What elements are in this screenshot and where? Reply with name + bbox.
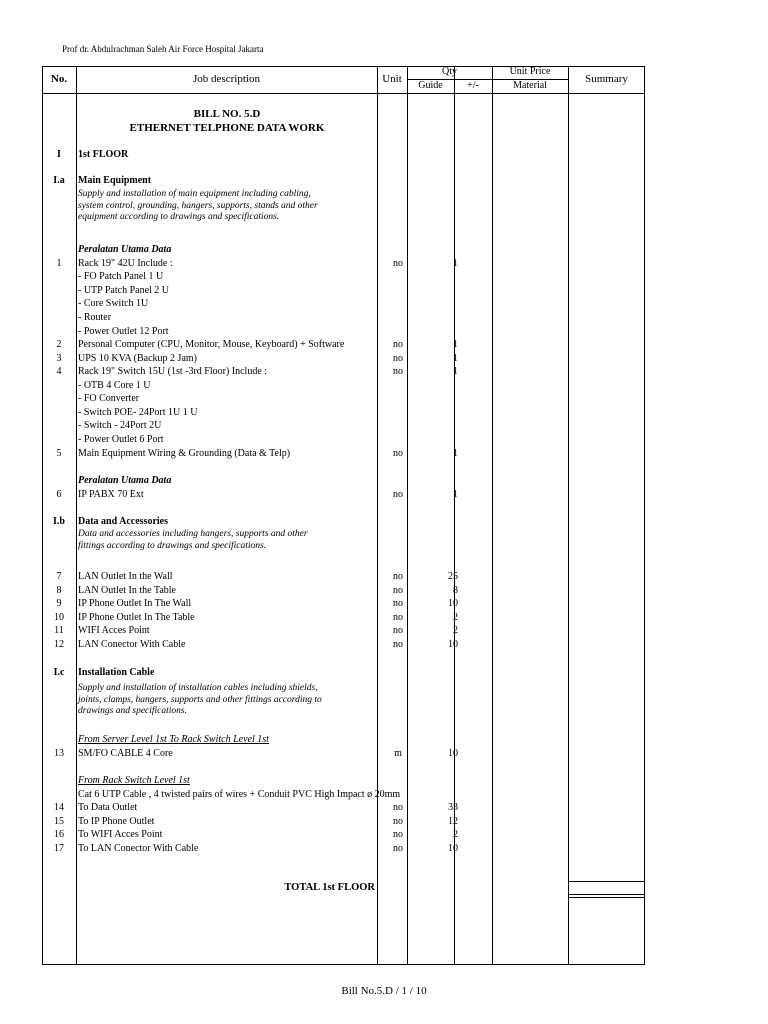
row-number: I.a (53, 175, 65, 186)
row-description: - OTB 4 Core 1 U (78, 380, 151, 391)
row-description: - Core Switch 1U (78, 298, 149, 309)
row-qty-guide: 1 (453, 258, 458, 269)
row-unit: no (393, 339, 403, 350)
table-row (42, 433, 645, 446)
row-number: 17 (54, 843, 64, 854)
note-line: Supply and installation of main equipment including cabling, (78, 189, 311, 199)
note-data-accessories (78, 529, 378, 552)
row-description: From Rack Switch Level 1st (78, 775, 190, 786)
row-qty-guide: 1 (453, 489, 458, 500)
row-description: Main Equipment (78, 175, 152, 186)
row-qty-guide: 25 (448, 571, 458, 582)
col-header-unit-price: Unit Price (509, 66, 551, 77)
bill-title: ETHERNET TELPHONE DATA WORK (129, 122, 325, 134)
row-number: 3 (56, 353, 62, 364)
row-description: - Power Outlet 6 Port (78, 434, 164, 445)
row-description: Installation Cable (78, 667, 155, 678)
row-qty-guide: 1 (453, 353, 458, 364)
row-description: To Data Outlet (78, 802, 138, 813)
col-header-unit: Unit (382, 73, 402, 85)
table-row (42, 815, 645, 828)
row-qty-guide: 1 (453, 366, 458, 377)
row-description: WIFI Acces Point (78, 625, 150, 636)
row-description: - Switch POE- 24Port 1U 1 U (78, 407, 198, 418)
header-bottom-line (42, 93, 645, 94)
row-unit: no (393, 353, 403, 364)
table-row (42, 270, 645, 283)
row-unit: no (393, 258, 403, 269)
table-row (42, 392, 645, 405)
total-label: TOTAL 1st FLOOR (284, 882, 375, 893)
row-number: 5 (56, 448, 62, 459)
row-description: From Server Level 1st To Rack Switch Level 1st (78, 734, 269, 745)
row-description: - Power Outlet 12 Port (78, 326, 169, 337)
row-description: Rack 19" 42U Include : (78, 258, 173, 269)
row-unit: no (393, 571, 403, 582)
row-qty-guide: 2 (453, 612, 458, 623)
note-line: Data and accessories including hangers, supports and other (78, 529, 308, 539)
table-row (42, 788, 645, 801)
row-qty-guide: 33 (448, 802, 458, 813)
row-number: 4 (56, 366, 62, 377)
row-number: 2 (56, 339, 62, 350)
row-number: 9 (56, 598, 62, 609)
row-number: 16 (54, 829, 64, 840)
row-qty-guide: 10 (448, 748, 458, 759)
table-row (42, 338, 645, 351)
row-number: 11 (54, 625, 64, 636)
bill-number: BILL NO. 5.D (193, 108, 261, 120)
note-installation-cable (78, 683, 378, 718)
table-row (42, 624, 645, 637)
table-row (42, 733, 645, 746)
row-description: To IP Phone Outlet (78, 816, 155, 827)
row-qty-guide: 8 (453, 585, 458, 596)
row-description: - FO Converter (78, 393, 140, 404)
note-line: Supply and installation of installation cables including shields, (78, 683, 318, 693)
table-row (42, 352, 645, 365)
table-row (42, 515, 645, 528)
table-row (42, 597, 645, 610)
row-description: LAN Outlet In the Table (78, 585, 176, 596)
row-number: 13 (54, 748, 64, 759)
row-qty-guide: 1 (453, 339, 458, 350)
note-line: fittings according to drawings and specifications. (78, 540, 267, 551)
table-row (42, 570, 645, 583)
row-unit: no (393, 639, 403, 650)
row-qty-guide: 12 (448, 816, 458, 827)
row-unit: m (394, 748, 402, 759)
row-unit: no (393, 598, 403, 609)
row-unit: no (393, 366, 403, 377)
col-header-summary: Summary (585, 73, 628, 85)
table-row (42, 365, 645, 378)
row-number: 14 (54, 802, 64, 813)
table-row (42, 297, 645, 310)
row-description: IP Phone Outlet In The Table (78, 612, 195, 623)
row-description: To WIFI Acces Point (78, 829, 163, 840)
summary-total-line-bottom (569, 897, 645, 898)
table-row (42, 379, 645, 392)
row-description: 1st FLOOR (78, 149, 129, 160)
note-line: drawings and specifications. (78, 706, 187, 716)
col-header-plus-minus: +/- (467, 80, 479, 91)
row-description: UPS 10 KVA (Backup 2 Jam) (78, 353, 197, 364)
table-row (42, 311, 645, 324)
note-main-equipment (78, 189, 378, 224)
row-description: Rack 19" Switch 15U (1st -3rd Floor) Include : (78, 366, 268, 377)
table-row (42, 447, 645, 460)
row-number: 6 (56, 489, 62, 500)
table-row (42, 747, 645, 760)
table-row (42, 774, 645, 787)
row-unit: no (393, 625, 403, 636)
row-number: 15 (54, 816, 64, 827)
note-line: joints, clamps, hangers, supports and other fittings according to (78, 694, 322, 705)
row-description: To LAN Conector With Cable (78, 843, 199, 854)
row-description: Peralatan Utama Data (78, 244, 172, 255)
row-unit: no (393, 489, 403, 500)
row-number: I.b (53, 516, 65, 527)
row-description: IP Phone Outlet In The Wall (78, 598, 192, 609)
row-unit: no (393, 612, 403, 623)
row-number: 1 (56, 258, 62, 269)
table-row (42, 257, 645, 270)
row-qty-guide: 10 (448, 843, 458, 854)
row-number: 10 (54, 612, 64, 623)
table-row (42, 174, 645, 187)
col-header-guide: Guide (418, 80, 443, 91)
table-row (42, 488, 645, 501)
table-row (42, 584, 645, 597)
table-row (42, 801, 645, 814)
row-number: 7 (56, 571, 62, 582)
row-description: Peralatan Utama Data (78, 475, 172, 486)
page-footer: Bill No.5.D / 1 / 10 (341, 985, 427, 997)
row-qty-guide: 10 (448, 639, 458, 650)
table-row (42, 148, 645, 161)
col-header-qty: Qty (442, 66, 457, 77)
row-description: Cat 6 UTP Cable , 4 twisted pairs of wires + Conduit PVC High Impact ø 20mm (78, 789, 401, 800)
row-unit: no (393, 816, 403, 827)
note-line: system control, grounding, hangers, supports, stands and other (78, 200, 318, 211)
table-row (42, 828, 645, 841)
table-row (42, 243, 645, 256)
note-line: equipment according to drawings and specifications. (78, 212, 280, 222)
row-description: - Switch - 24Port 2U (78, 420, 162, 431)
table-row (42, 666, 645, 679)
table-row (42, 474, 645, 487)
row-unit: no (393, 829, 403, 840)
row-description: Data and Accessories (78, 516, 168, 527)
col-header-no: No. (50, 73, 68, 85)
row-number: 12 (54, 639, 64, 650)
hospital-name: Prof dr. Abdulrachman Saleh Air Force Hospital Jakarta (62, 44, 264, 54)
row-unit: no (393, 843, 403, 854)
row-unit: no (393, 585, 403, 596)
row-description: LAN Outlet In the Wall (78, 571, 173, 582)
row-description: - UTP Patch Panel 2 U (78, 285, 170, 296)
col-header-material: Material (513, 80, 547, 91)
row-description: LAN Conector With Cable (78, 639, 186, 650)
row-description: IP PABX 70 Ext (78, 489, 144, 500)
table-row (42, 406, 645, 419)
row-unit: no (393, 802, 403, 813)
row-number: 8 (56, 585, 62, 596)
row-description: Personal Computer (CPU, Monitor, Mouse, Keyboard) + Software (78, 339, 345, 350)
row-number: I (57, 149, 61, 160)
table-row (42, 325, 645, 338)
row-number: I.c (53, 667, 65, 678)
row-qty-guide: 10 (448, 598, 458, 609)
row-unit: no (393, 448, 403, 459)
table-row (42, 842, 645, 855)
table-row (42, 284, 645, 297)
table-row (42, 638, 645, 651)
table-row (42, 611, 645, 624)
summary-total-line-mid (569, 894, 645, 895)
row-description: - FO Patch Panel 1 U (78, 271, 164, 282)
row-description: Main Equipment Wiring & Grounding (Data & Telp) (78, 448, 291, 459)
row-description: SM/FO CABLE 4 Core (78, 748, 173, 759)
row-qty-guide: 2 (453, 625, 458, 636)
col-header-job-description: Job description (193, 73, 260, 85)
row-qty-guide: 2 (453, 829, 458, 840)
row-qty-guide: 1 (453, 448, 458, 459)
table-row (42, 419, 645, 432)
summary-total-line-top (569, 881, 645, 882)
row-description: - Router (78, 312, 112, 323)
